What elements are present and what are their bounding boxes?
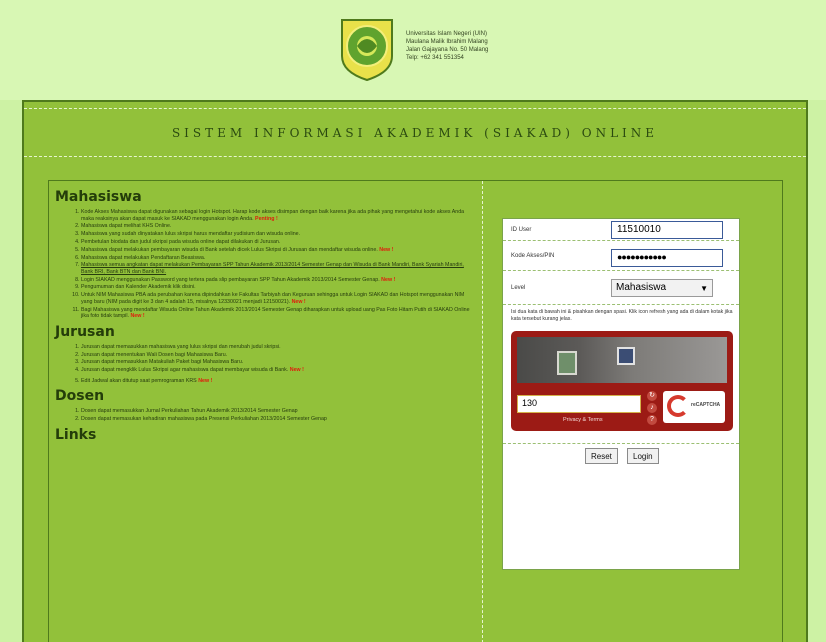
captcha-image-sign [557,351,577,375]
level-value: Mahasiswa [616,282,667,293]
list-item: 4. Jurusan dapat mengklik Lulus Skripsi agar mahasiswa dapat membayar wisuda di Bank. New ! [81,367,476,374]
info-line: Maulana Malik Ibrahim Malang [406,39,488,45]
captcha-input[interactable]: 130 [517,395,641,413]
recaptcha-logo [663,391,725,423]
list-item: 2. Mahasiswa dapat melihat KHS Online. [81,223,476,230]
list-item: 1. Jurusan dapat memasukkan mahasiswa yang lulus skripsi dan merubah judul skripsi. [81,344,476,351]
list-item: 5. Mahasiswa dapat melakukan pembayaran wisuda di Bank setelah dicek Lulus Skripsi di Jurusan dan mendaftar wisuda online. New ! [81,247,476,254]
reset-button[interactable]: Reset [585,448,618,464]
info-line: Jalan Gajayana No. 50 Malang [406,47,489,53]
section-heading-dosen: Dosen [55,388,105,405]
list-item: 11. Bagi Mahasiswa yang mendaftar Wisuda Online Tahun Akademik 2013/2014 Semester Genap diharapkan untuk upload uang Pas Foto Hitam Putih di SIAKAD Online jika foto tidak tampil. New ! [81,307,476,320]
new-badge: New ! [291,298,306,305]
new-badge: New ! [381,276,396,283]
mahasiswa-list [55,209,476,320]
new-badge: New ! [379,246,394,253]
section-heading-links: Links [55,426,97,443]
chevron-down-icon: ▼ [700,284,708,293]
userid-label: ID User [511,227,532,233]
recaptcha-brand: reCAPTCHA [691,402,721,408]
level-label: Level [511,285,526,291]
divider [24,108,806,109]
kode-row [503,241,739,271]
list-item: 8. Login SIAKAD menggunakan Password yang tertera pada slip pembayaran SPP Tahun Akademik 2013/2014 Semester Genap. New ! [81,277,476,284]
new-badge: New ! [130,313,145,320]
new-badge: New ! [198,377,213,384]
list-item[interactable]: 7. Mahasiswa semua angkatan dapat melakukan Pembayaran SPP Tahun Akademik 2013/2014 Semester Genap dan Wisuda di Bank Mandiri, Bank Syariah Mandiri, Bank BRI, Bank BTN dan Bank BNI. [81,262,476,275]
university-logo [336,12,398,82]
list-item: 3. Jurusan dapat memasukkan Matakuliah Paket bagi Mahasiswa Baru. [81,359,476,366]
new-badge: New ! [289,367,304,374]
userid-input[interactable]: 11510010 [611,221,723,239]
page-title: SISTEM INFORMASI AKADEMIK (SIAKAD) ONLINE [171,126,659,140]
login-panel [502,218,740,570]
captcha-image [517,337,727,383]
button-row [503,443,739,465]
login-button[interactable]: Login [627,448,659,464]
university-info [406,30,488,62]
recaptcha-widget [511,331,733,431]
list-item: 4. Pembetulan biodata dan judul skripsi pada wisuda online dapat dilakukan di Jurusan. [81,239,476,246]
header [0,0,826,100]
userid-row [503,219,739,241]
info-line: Telp: +62 341 551354 [406,55,464,61]
list-item: 6. Mahasiswa dapat melakukan Pendaftaran Beasiswa. [81,255,476,262]
captcha-instructions: Isi dua kata di bawah ini & pisahkan dengan spasi. Klik icon refresh yang ada di dalam kotak jika kata tersebut kurang jelas. [511,309,733,322]
list-item: 2. Jurusan dapat menentukan Wali Dosen bagi Mahasiswa Baru. [81,352,476,359]
section-heading-jurusan: Jurusan [55,323,115,340]
list-item: 10. Untuk NIM Mahasiswa PBA ada perubahan karena dipindahkan ke Fakultas Tarbiyah dan Keguruan sehingga untuk Login SIAKAD dan Hotspot menggunakan NIM yang baru (NIM pada digit ke 3 dan 4 adalah 15, misalnya 12330021 menjadi 12150021). New ! [81,292,476,305]
kode-label: Kode Akses/PIN [511,253,555,259]
penting-badge: Penting ! [255,215,278,222]
recaptcha-logo-icon [667,395,689,417]
divider [24,156,806,157]
audio-icon[interactable]: ♪ [647,403,657,413]
captcha-privacy-link[interactable]: Privacy & Terms [563,417,603,423]
list-item: 1. Kode Akses Mahasiswa dapat digunakan sebagai login Hotspot. Harap kode akses disimpan dengan baik karena jika ada pihak yang mengetahui kode akses Anda maka reaksinya akan dapat masuk ke SIAKAD menggunakan login Anda. Penting ! [81,209,476,222]
list-item: 5. Edit Jadwal akan ditutup saat pemrograman KRS New ! [81,378,476,385]
help-icon[interactable]: ? [647,415,657,425]
kode-input[interactable]: ●●●●●●●●●●● [611,249,723,267]
level-select[interactable] [611,279,713,297]
jurusan-list [55,344,476,385]
captcha-image-sign [617,347,635,365]
list-item: 2. Dosen dapat memasukan kehadiran mahasiswa pada Presensi Perkuliahan 2013/2014 Semester Genap [81,416,476,423]
refresh-icon[interactable]: ↻ [647,391,657,401]
list-item: 3. Mahasiswa yang sudah dinyatakan lulus skripsi harus mendaftar yudisium dan wisuda online. [81,231,476,238]
dosen-list [55,408,476,422]
info-line: Universitas Islam Negeri (UIN) [406,31,488,37]
section-heading-mahasiswa: Mahasiswa [55,189,142,205]
list-item: 1. Dosen dapat memasukkan Jurnal Perkuliahan Tahun Akademik 2013/2014 Semester Genap [81,408,476,415]
list-item[interactable]: 9. Pengumuman dan Kalender Akademik klik disini. [81,284,476,291]
info-column [49,181,483,642]
